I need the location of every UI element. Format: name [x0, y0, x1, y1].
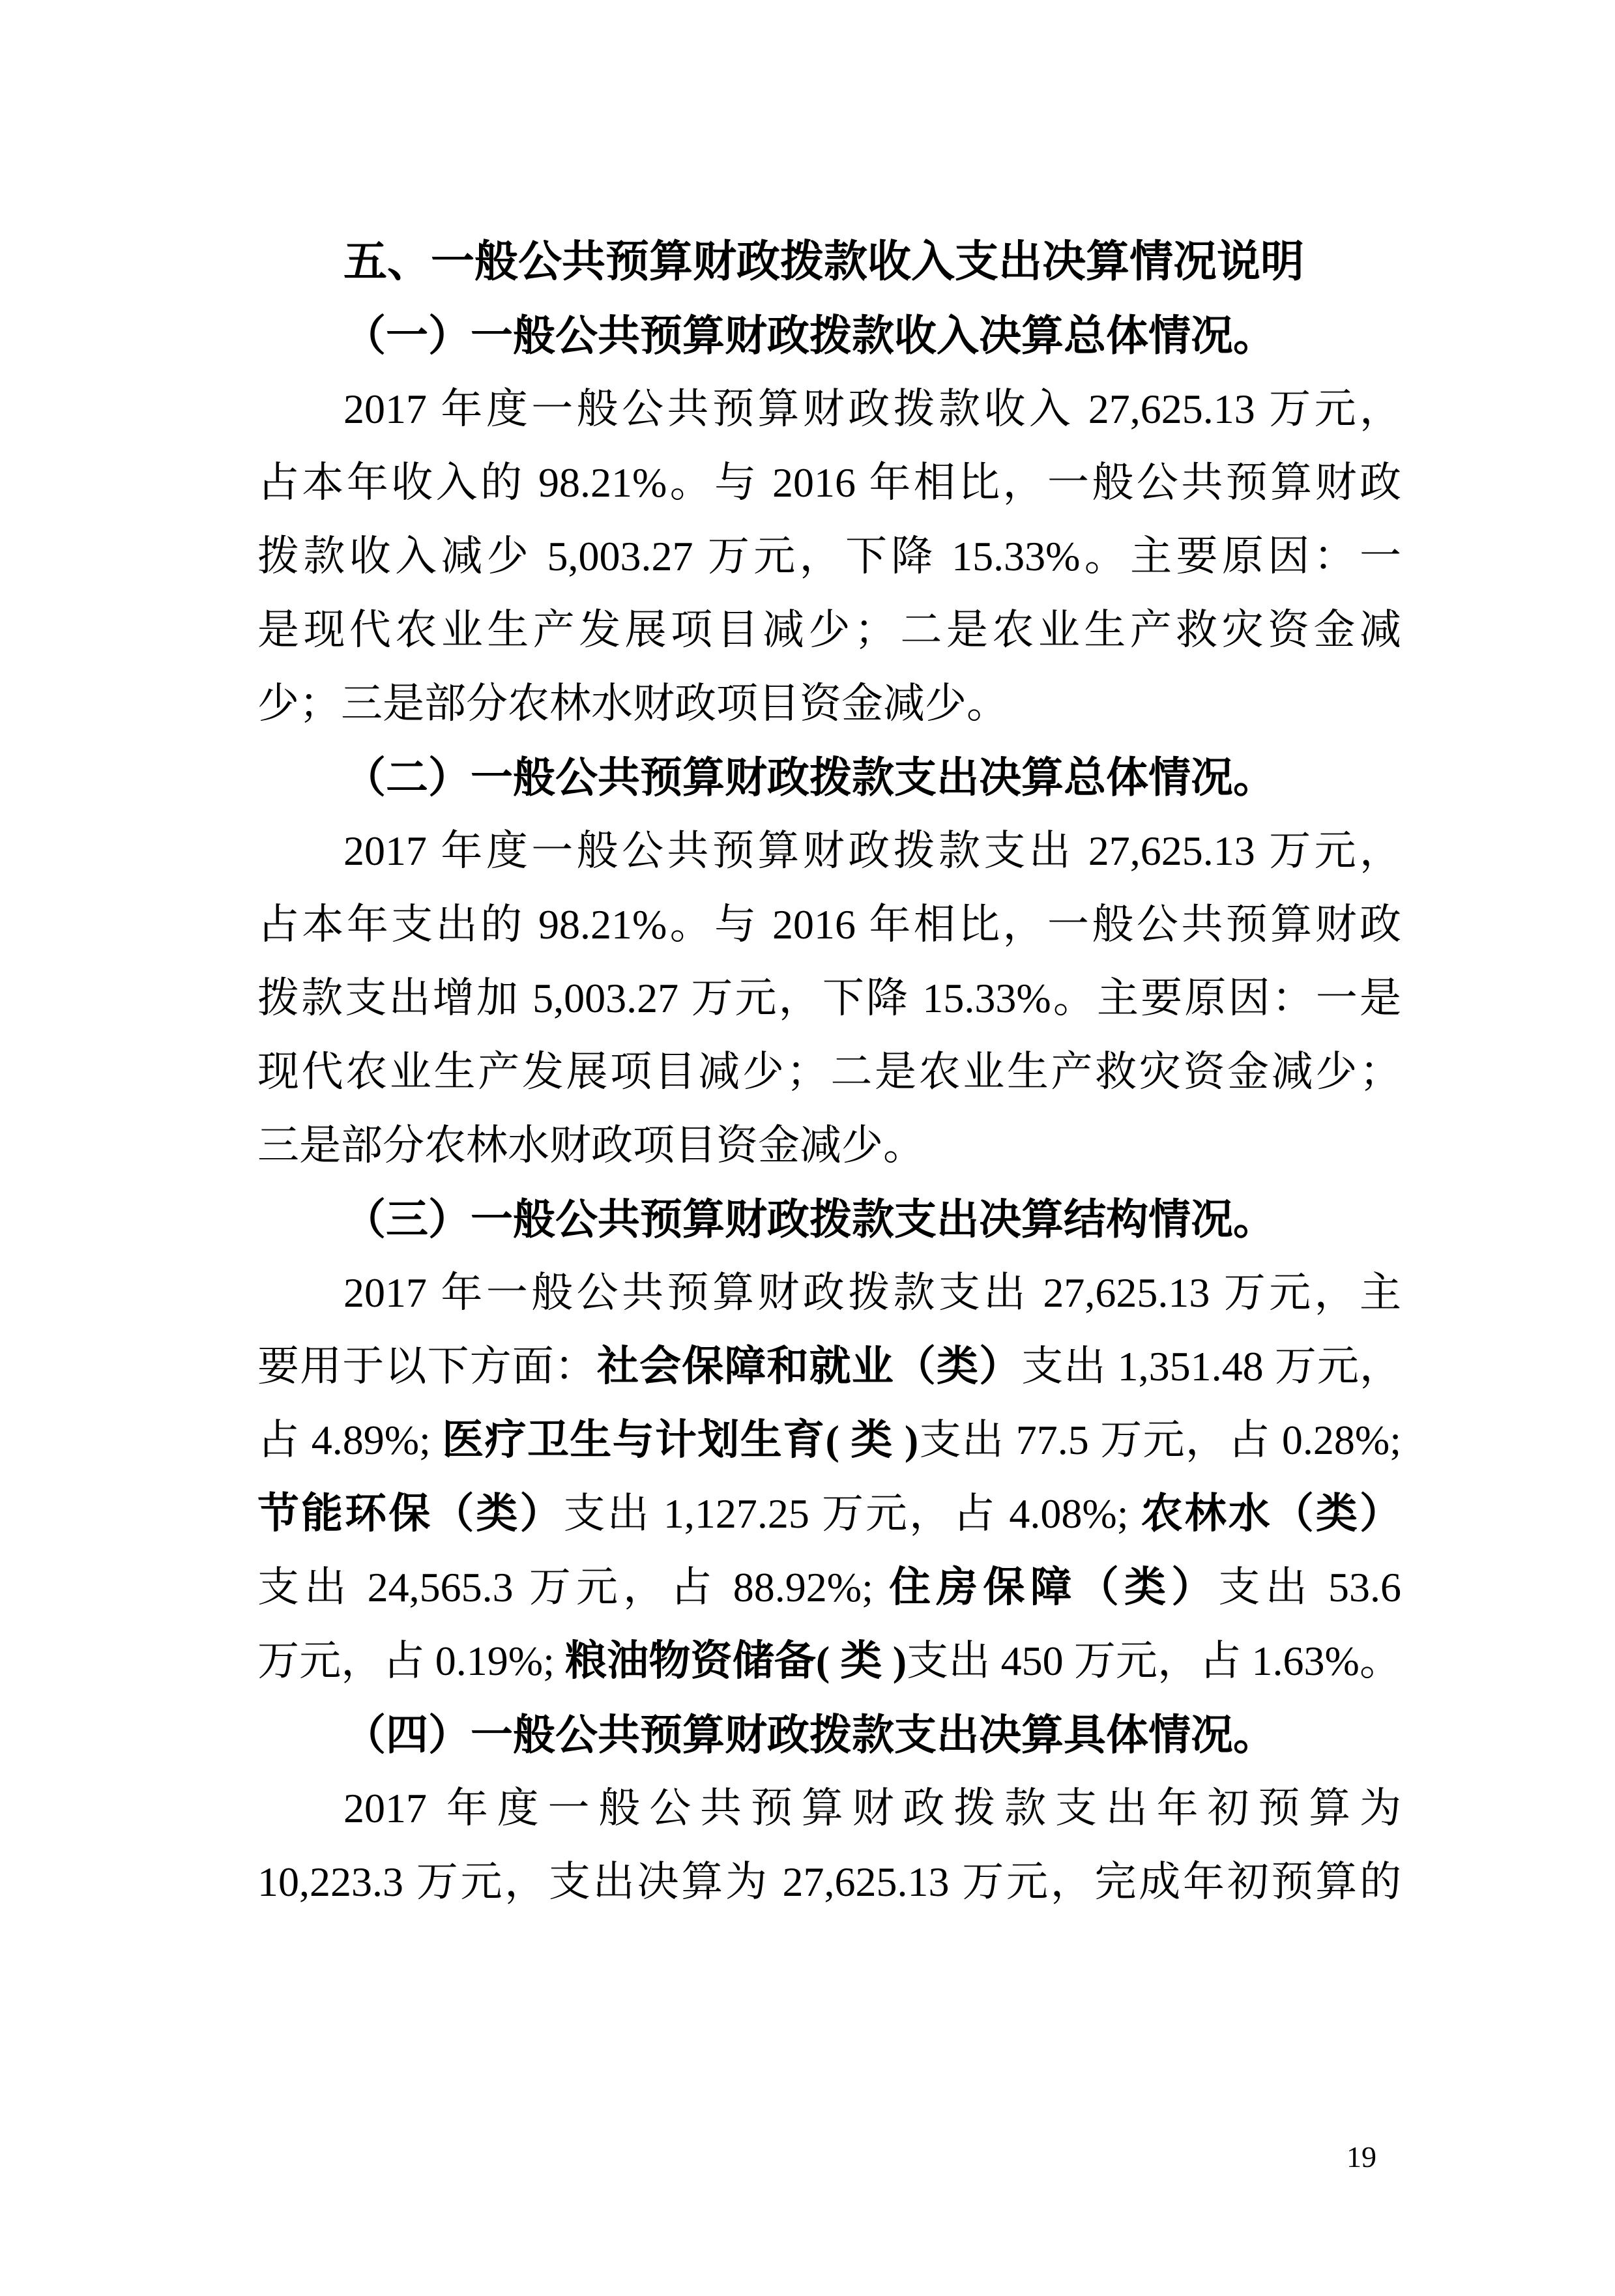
- section-heading: [257, 225, 1401, 298]
- text-line: [257, 1771, 1401, 1845]
- text-segment: 2017 年度一般公共预算财政拨款收入 27,625.13 万元，: [343, 386, 1401, 432]
- text-line: [257, 1550, 1401, 1624]
- text-line: [257, 667, 1401, 740]
- text-segment: （三）一般公共预算财政拨款支出决算结构情况。: [343, 1195, 1276, 1243]
- text-segment: 三是部分农林水财政项目资金减少。: [257, 1122, 925, 1169]
- text-line: [257, 1845, 1401, 1919]
- text-segment: 医疗卫生与计划生育( 类 ): [442, 1417, 919, 1463]
- text-segment: 节能环保（类）: [257, 1490, 564, 1537]
- text-segment: 2017 年度一般公共预算财政拨款支出 27,625.13 万元，: [343, 828, 1401, 874]
- text-segment: 占本年支出的 98.21%。与 2016 年相比，一般公共预算财政: [257, 901, 1401, 948]
- text-segment: （一）一般公共预算财政拨款收入决算总体情况。: [343, 312, 1276, 359]
- text-segment: 是现代农业生产发展项目减少；二是农业生产救灾资金减: [257, 607, 1401, 653]
- subsection-heading: [257, 1698, 1401, 1771]
- text-segment: 万元，占 0.19%;: [257, 1638, 566, 1684]
- text-line: [257, 1403, 1401, 1477]
- text-segment: 占 4.89%;: [257, 1417, 443, 1463]
- text-segment: 支出 1,351.48 万元，: [1021, 1343, 1401, 1389]
- text-line: [257, 888, 1401, 961]
- text-segment: 占本年收入的 98.21%。与 2016 年相比，一般公共预算财政: [257, 459, 1401, 506]
- text-segment: 支出 77.5 万元，占 0.28%;: [918, 1417, 1401, 1463]
- text-segment: 2017 年一般公共预算财政拨款支出 27,625.13 万元，主: [343, 1270, 1401, 1316]
- text-segment: 10,223.3 万元，支出决算为 27,625.13 万元，完成年初预算的: [257, 1859, 1401, 1905]
- subsection-heading: [257, 298, 1401, 372]
- text-line: [257, 1330, 1401, 1403]
- text-line: [257, 593, 1401, 667]
- text-line: [257, 961, 1401, 1035]
- text-line: [257, 1035, 1401, 1109]
- text-segment: 现代农业生产发展项目减少；二是农业生产救灾资金减少；: [257, 1049, 1401, 1095]
- text-segment: 五、一般公共预算财政拨款收入支出决算情况说明: [343, 237, 1304, 286]
- text-segment: 2017 年度一般公共预算财政拨款支出年初预算为: [343, 1785, 1401, 1831]
- text-segment: 支出 24,565.3 万元，占 88.92%;: [257, 1564, 890, 1610]
- subsection-heading: [257, 740, 1401, 814]
- text-segment: 支出 53.6: [1218, 1564, 1401, 1610]
- subsection-heading: [257, 1182, 1401, 1256]
- text-line: [257, 446, 1401, 519]
- text-segment: 支出 1,127.25 万元，占 4.08%;: [563, 1490, 1141, 1537]
- page-number: 19: [1346, 2140, 1376, 2173]
- text-segment: 社会保障和就业（类）: [597, 1343, 1022, 1389]
- text-line: [257, 1109, 1401, 1182]
- text-line: [257, 814, 1401, 888]
- text-segment: 粮油物资储备( 类 ): [565, 1638, 907, 1684]
- text-segment: 农林水（类）: [1141, 1490, 1401, 1537]
- text-segment: 拨款支出增加 5,003.27 万元，下降 15.33%。主要原因：一是: [257, 975, 1401, 1021]
- document-body: [257, 225, 1401, 1919]
- text-line: [257, 1477, 1401, 1550]
- text-segment: 支出 450 万元，占 1.63%。: [907, 1638, 1401, 1684]
- text-segment: 少；三是部分农林水财政项目资金减少。: [257, 680, 1008, 727]
- text-segment: （四）一般公共预算财政拨款支出决算具体情况。: [343, 1711, 1276, 1758]
- text-line: [257, 372, 1401, 446]
- text-segment: 要用于以下方面：: [257, 1343, 597, 1389]
- text-segment: （二）一般公共预算财政拨款支出决算总体情况。: [343, 753, 1276, 801]
- text-segment: 住房保障（类）: [889, 1564, 1219, 1610]
- text-line: [257, 1624, 1401, 1698]
- text-line: [257, 1256, 1401, 1330]
- text-line: [257, 519, 1401, 593]
- text-segment: 拨款收入减少 5,003.27 万元，下降 15.33%。主要原因：一: [257, 533, 1401, 579]
